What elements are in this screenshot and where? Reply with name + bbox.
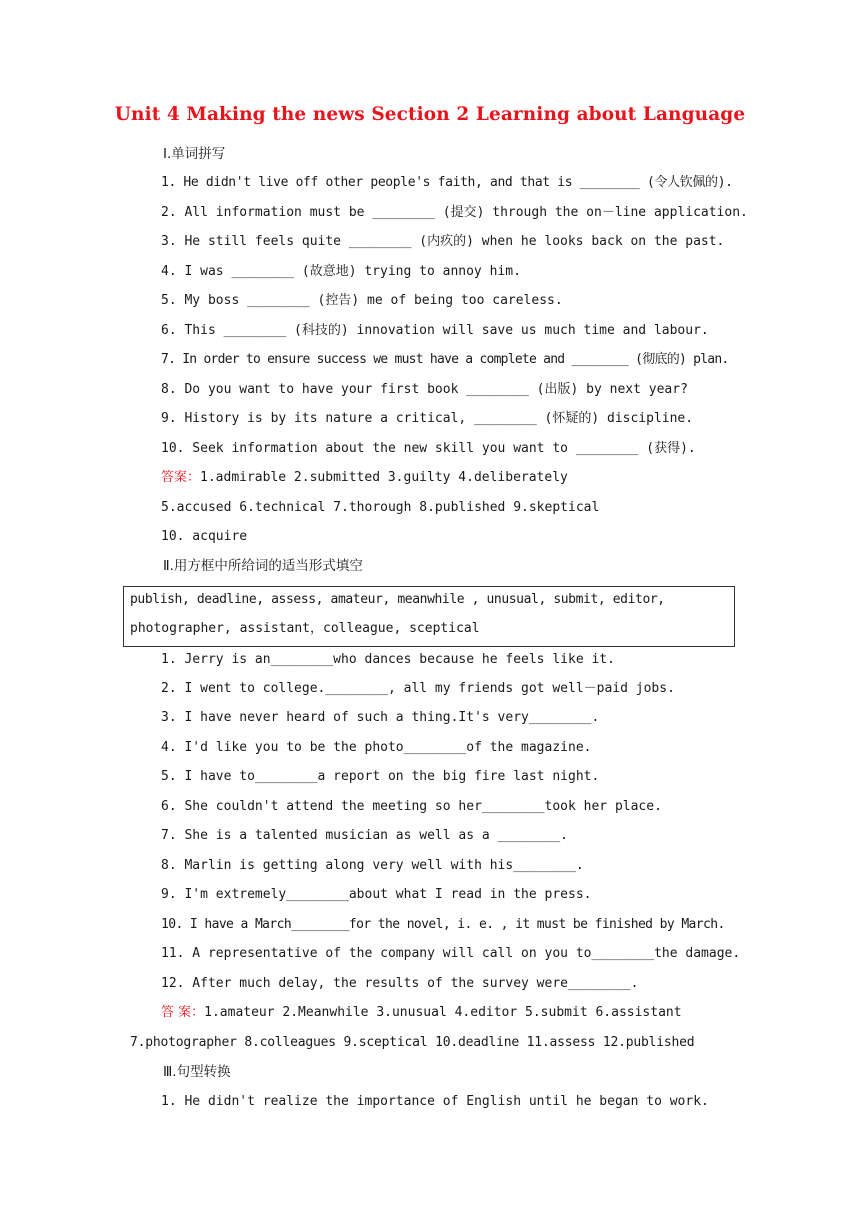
s2-question-1: 1. Jerry is an________who dances because he feels like it.: [161, 652, 615, 667]
s1-question-3: 3. He still feels quite ________ (内疚的) when he looks back on the past.: [161, 234, 725, 249]
s2-question-4: 4. I'd like you to be the photo________of the magazine.: [161, 740, 592, 755]
s2-answer-line-1: [161, 1004, 682, 1022]
s1-question-6: 6. This ________ (科技的) innovation will save us much time and labour.: [161, 323, 709, 338]
s2-question-12: 12. After much delay, the results of the survey were________.: [161, 976, 639, 991]
s1-answer-text-1: 1.admirable 2.submitted 3.guilty 4.deliberately: [200, 470, 568, 485]
s1-question-9: 9. History is by its nature a critical, ________ (怀疑的) discipline.: [161, 411, 694, 426]
word-box-line-2: photographer, assistant，colleague, sceptical: [130, 621, 480, 636]
s2-question-2: 2. I went to college.________, all my friends got well－paid jobs.: [161, 681, 675, 696]
s1-question-8: 8. Do you want to have your first book ________ (出版) by next year?: [161, 382, 688, 397]
s2-question-8: 8. Marlin is getting along very well with his________.: [161, 858, 584, 873]
s2-answer-label: 答 案：: [161, 1005, 205, 1020]
word-box-line-1: publish, deadline, assess, amateur, meanwhile , unusual, submit, editor,: [130, 592, 665, 607]
s1-answer-line-2: 5.accused 6.technical 7.thorough 8.published 9.skeptical: [161, 500, 600, 515]
s1-answer-label: 答案：: [161, 470, 201, 485]
s2-question-7: 7. She is a talented musician as well as a ________.: [161, 828, 568, 843]
s3-question-1: 1. He didn't realize the importance of English until he began to work.: [161, 1094, 709, 1109]
document-title: Unit 4 Making the news Section 2 Learning about Language: [114, 104, 746, 125]
s2-question-6: 6. She couldn't attend the meeting so her________took her place.: [161, 799, 662, 814]
section-1-heading: Ⅰ.单词拼写: [163, 146, 226, 162]
s2-question-5: 5. I have to________a report on the big fire last night.: [161, 769, 600, 784]
s1-question-7: 7. In order to ensure success we must have a complete and ________ (彻底的) plan.: [161, 352, 729, 367]
s2-question-10: 10. I have a March________for the novel, i. e. , it must be finished by March.: [161, 917, 725, 932]
s1-question-4: 4. I was ________ (故意地) trying to annoy him.: [161, 264, 521, 279]
word-box: [123, 586, 735, 647]
s2-question-11: 11. A representative of the company will call on you to________the damage.: [161, 946, 741, 961]
s1-question-2: 2. All information must be ________ (提交) through the on－line application.: [161, 205, 748, 220]
section-3-heading: Ⅲ.句型转换: [163, 1064, 231, 1080]
s1-answer-line-3: 10. acquire: [161, 529, 248, 544]
s1-question-1: 1. He didn't live off other people's faith, and that is ________ (令人钦佩的).: [161, 175, 733, 190]
s1-question-10: 10. Seek information about the new skill you want to ________ (获得).: [161, 441, 696, 456]
s2-question-9: 9. I'm extremely________about what I read in the press.: [161, 887, 592, 902]
s2-question-3: 3. I have never heard of such a thing.It's very________.: [161, 710, 600, 725]
s2-answer-line-2: 7.photographer 8.colleagues 9.sceptical 10.deadline 11.assess 12.published: [130, 1035, 695, 1050]
s1-answer-line-1: [161, 469, 568, 487]
s1-question-5: 5. My boss ________ (控告) me of being too careless.: [161, 293, 563, 308]
section-2-heading: Ⅱ.用方框中所给词的适当形式填空: [163, 558, 363, 574]
s2-answer-text-1: 1.amateur 2.Meanwhile 3.unusual 4.editor 5.submit 6.assistant: [204, 1005, 682, 1020]
